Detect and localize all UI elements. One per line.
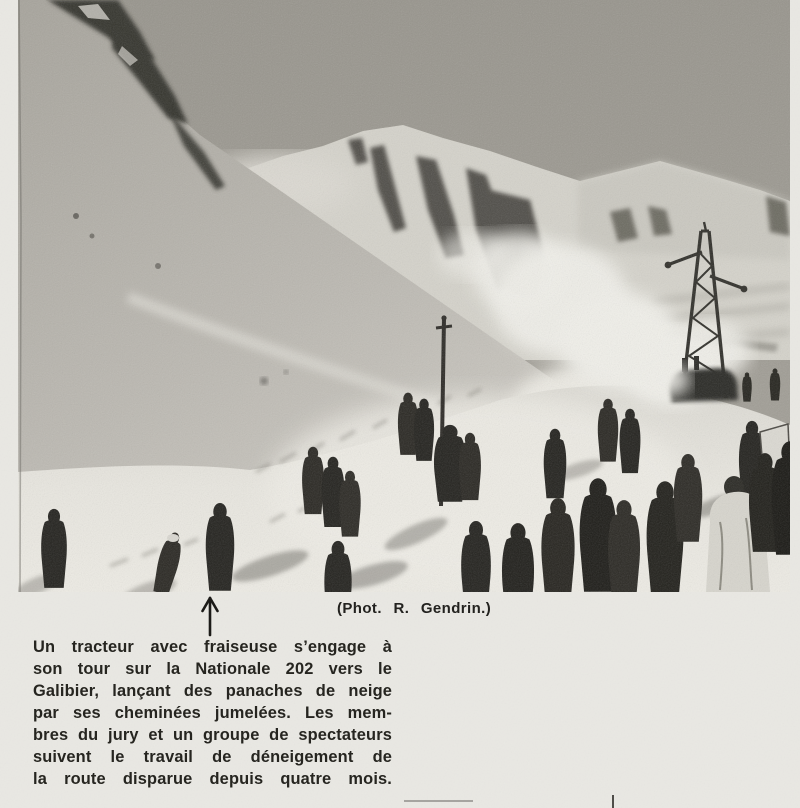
caption-line: Un tracteur avec fraiseuse s’engage à xyxy=(33,638,392,656)
caption-line: bres du jury et un groupe de spectateurs xyxy=(33,726,392,744)
caption-line: Galibier, lançant des panaches de neige xyxy=(33,682,392,700)
page-tick-artifact xyxy=(612,795,614,808)
photograph-snow-clearing-scene xyxy=(18,0,790,592)
photo-credit: (Phot. R. Gendrin.) xyxy=(337,600,492,617)
caption-line: suivent le travail de déneigement de xyxy=(33,748,392,766)
caption-line: par ses cheminées jumelées. Les mem- xyxy=(33,704,392,722)
up-arrow-annotation xyxy=(197,592,223,638)
caption-line: son tour sur la Nationale 202 vers le xyxy=(33,660,392,678)
caption-line: la route disparue depuis quatre mois. xyxy=(33,770,392,788)
photo-illustration xyxy=(18,0,790,592)
caption-block xyxy=(33,636,392,790)
photo-grain-overlay xyxy=(18,0,790,592)
page-rule-artifact xyxy=(404,800,473,802)
